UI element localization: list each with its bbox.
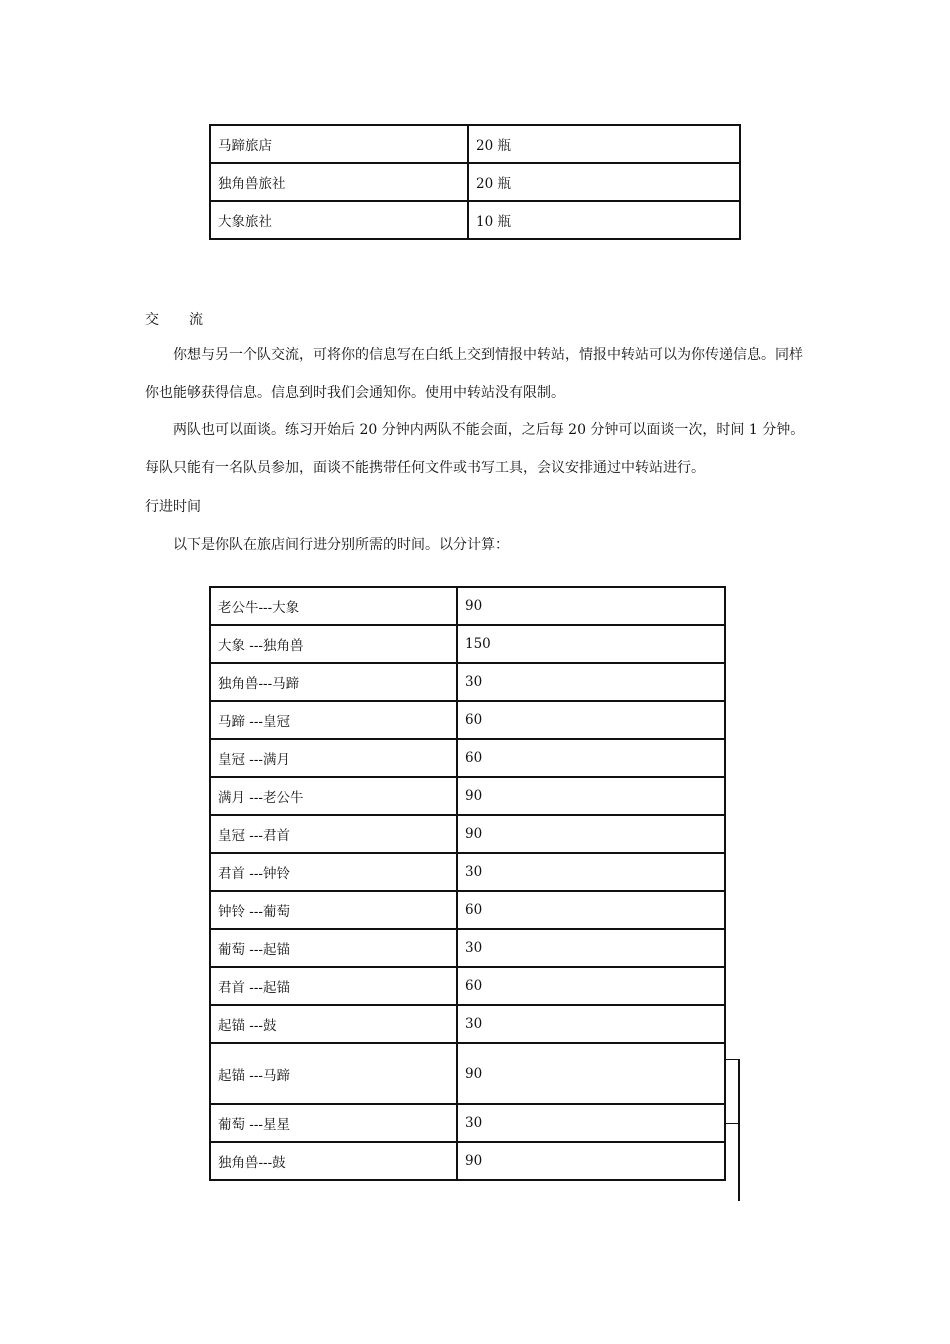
table-row xyxy=(210,1005,725,1043)
travel-intro-paragraph xyxy=(145,526,807,564)
table-cell: 老公牛---大象 xyxy=(210,587,457,625)
paragraph-text: 两队也可以面谈。练习开始后 20 分钟内两队不能会面，之后每 20 分钟可以面谈一次，时间 1 分钟。每队只能有一名队员参加，面谈不能携带任何文件或书写工具，会议安排通过中转站进行。 xyxy=(145,422,805,476)
table-row xyxy=(210,201,740,239)
table-cell: 30 xyxy=(457,1005,725,1043)
table-cell: 马蹄旅店 xyxy=(210,125,468,163)
exchange-heading-left: 交 xyxy=(145,312,159,328)
table-cell: 葡萄 ---星星 xyxy=(210,1104,457,1142)
table-row xyxy=(210,1043,725,1104)
table-cell: 90 xyxy=(457,777,725,815)
paragraph-text: 你想与另一个队交流，可将你的信息写在白纸上交到情报中转站，情报中转站可以为你传递信息。同样你也能够获得信息。信息到时我们会通知你。使用中转站没有限制。 xyxy=(145,347,803,401)
table-cell: 150 xyxy=(457,625,725,663)
table-cell: 满月 ---老公牛 xyxy=(210,777,457,815)
table-cell: 60 xyxy=(457,891,725,929)
table-cell: 皇冠 ---君首 xyxy=(210,815,457,853)
table-cell: 独角兽---鼓 xyxy=(210,1142,457,1180)
table-row xyxy=(210,625,725,663)
table-cell: 独角兽旅社 xyxy=(210,163,468,201)
table-row xyxy=(210,777,725,815)
table-row xyxy=(210,163,740,201)
table-row xyxy=(210,587,725,625)
table-row xyxy=(210,663,725,701)
table-row xyxy=(210,929,725,967)
table-cell: 君首 ---起锚 xyxy=(210,967,457,1005)
exchange-paragraph-2 xyxy=(145,411,807,487)
table-side-tick xyxy=(726,1123,738,1124)
table-cell: 大象 ---独角兽 xyxy=(210,625,457,663)
table-cell: 90 xyxy=(457,1043,725,1104)
table-row xyxy=(210,891,725,929)
table-cell: 起锚 ---鼓 xyxy=(210,1005,457,1043)
table-side-border xyxy=(738,1059,740,1201)
table-cell: 大象旅社 xyxy=(210,201,468,239)
table-cell: 独角兽---马蹄 xyxy=(210,663,457,701)
table-cell: 10 瓶 xyxy=(468,201,740,239)
table-cell: 60 xyxy=(457,967,725,1005)
table-cell: 30 xyxy=(457,853,725,891)
table-row xyxy=(210,739,725,777)
travel-time-table xyxy=(209,586,726,1181)
travel-time-heading: 行进时间 xyxy=(145,499,201,515)
table-cell: 皇冠 ---满月 xyxy=(210,739,457,777)
table-row xyxy=(210,701,725,739)
table-side-tick xyxy=(726,1059,738,1060)
table-cell: 君首 ---钟铃 xyxy=(210,853,457,891)
exchange-paragraph-1 xyxy=(145,336,807,412)
table-cell: 60 xyxy=(457,739,725,777)
table-cell: 30 xyxy=(457,929,725,967)
table-row xyxy=(210,1142,725,1180)
table-row xyxy=(210,853,725,891)
table-cell: 30 xyxy=(457,1104,725,1142)
table-cell: 60 xyxy=(457,701,725,739)
table-cell: 马蹄 ---皇冠 xyxy=(210,701,457,739)
table-row xyxy=(210,815,725,853)
table-cell: 30 xyxy=(457,663,725,701)
table-row xyxy=(210,967,725,1005)
table-cell: 20 瓶 xyxy=(468,163,740,201)
table-cell: 90 xyxy=(457,815,725,853)
table-cell: 90 xyxy=(457,587,725,625)
table-row xyxy=(210,1104,725,1142)
table-row xyxy=(210,125,740,163)
table-cell: 葡萄 ---起锚 xyxy=(210,929,457,967)
paragraph-text: 以下是你队在旅店间行进分别所需的时间。以分计算： xyxy=(173,537,509,553)
table-cell: 起锚 ---马蹄 xyxy=(210,1043,457,1104)
table-cell: 钟铃 ---葡萄 xyxy=(210,891,457,929)
supply-table xyxy=(209,124,741,240)
table-cell: 90 xyxy=(457,1142,725,1180)
exchange-heading xyxy=(145,309,203,329)
exchange-heading-right: 流 xyxy=(189,312,203,328)
table-cell: 20 瓶 xyxy=(468,125,740,163)
